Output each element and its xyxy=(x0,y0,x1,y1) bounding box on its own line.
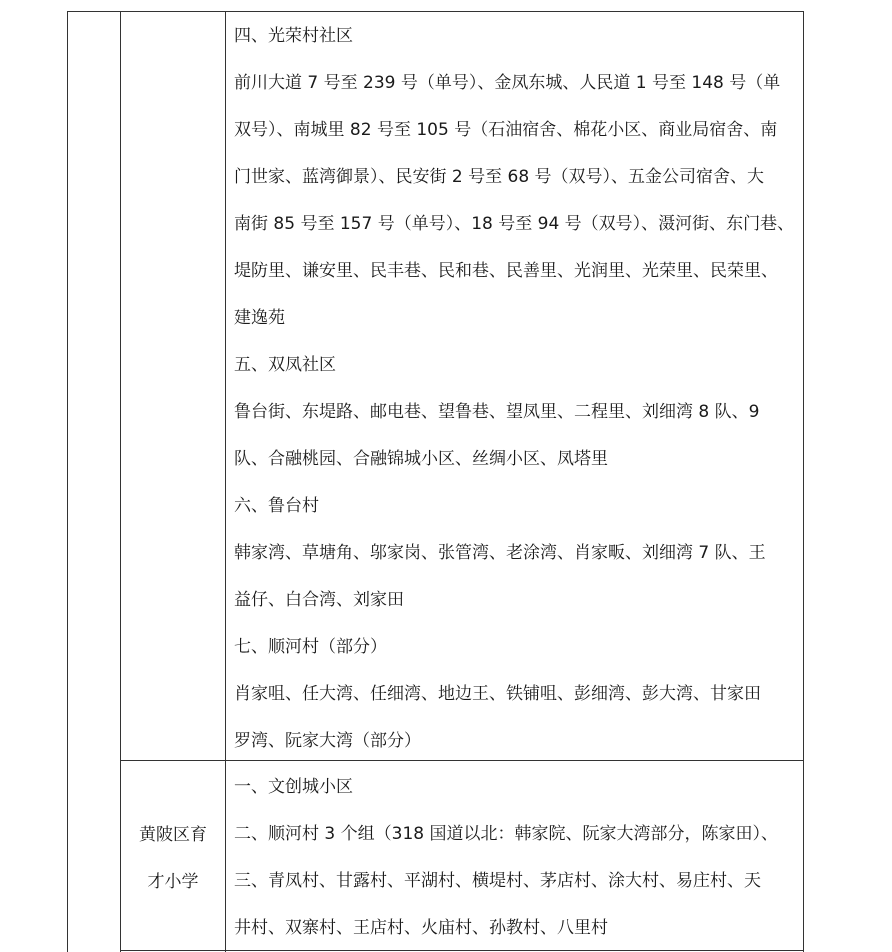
cell-line: 队、合融桃园、合融锦城小区、丝绸小区、凤塔里 xyxy=(234,449,608,469)
cell-line: 一、文创城小区 xyxy=(234,777,353,797)
table-cell-district-row1 xyxy=(234,13,800,765)
cell-line: 井村、双寨村、王店村、火庙村、孙教村、八里村 xyxy=(234,918,608,938)
cell-line: 三、青凤村、甘露村、平湖村、横堤村、茅店村、涂大村、易庄村、天 xyxy=(234,871,761,891)
cell-line: 建逸苑 xyxy=(234,308,285,328)
cell-line: 罗湾、阮家大湾（部分） xyxy=(234,731,421,751)
cell-line: 七、顺河村（部分） xyxy=(234,637,387,657)
cell-line: 韩家湾、草塘角、邬家岗、张管湾、老涂湾、肖家畈、刘细湾 7 队、王 xyxy=(234,543,766,563)
school-name-line: 黄陂区育 xyxy=(139,825,207,845)
cell-line: 堤防里、谦安里、民丰巷、民和巷、民善里、光润里、光荣里、民荣里、 xyxy=(234,261,778,281)
school-name-cell xyxy=(126,812,220,906)
cell-line: 六、鲁台村 xyxy=(234,496,319,516)
cell-line: 门世家、蓝湾御景）、民安街 2 号至 68 号（双号）、五金公司宿舍、大 xyxy=(234,167,765,187)
cell-line: 南街 85 号至 157 号（单号）、18 号至 94 号（双号）、滠河街、东门巷、 xyxy=(234,214,795,234)
enrollment-table xyxy=(67,11,804,952)
cell-line: 双号）、南城里 82 号至 105 号（石油宿舍、棉花小区、商业局宿舍、南 xyxy=(234,120,778,140)
cell-line: 益仔、白合湾、刘家田 xyxy=(234,590,404,610)
cell-line: 五、双凤社区 xyxy=(234,355,336,375)
table-column-divider xyxy=(120,12,121,952)
table-cell-district-row2 xyxy=(234,764,800,952)
cell-line: 肖家咀、任大湾、任细湾、地边王、铁铺咀、彭细湾、彭大湾、甘家田 xyxy=(234,684,761,704)
cell-line: 前川大道 7 号至 239 号（单号）、金凤东城、人民道 1 号至 148 号（单 xyxy=(234,73,781,93)
cell-line: 四、光荣村社区 xyxy=(234,26,353,46)
cell-line: 鲁台街、东堤路、邮电巷、望鲁巷、望凤里、二程里、刘细湾 8 队、9 xyxy=(234,402,760,422)
table-column-divider xyxy=(225,12,226,952)
school-name-line: 才小学 xyxy=(147,872,199,892)
cell-line: 二、顺河村 3 个组（318 国道以北：韩家院、阮家大湾部分，陈家田）、 xyxy=(234,824,778,844)
